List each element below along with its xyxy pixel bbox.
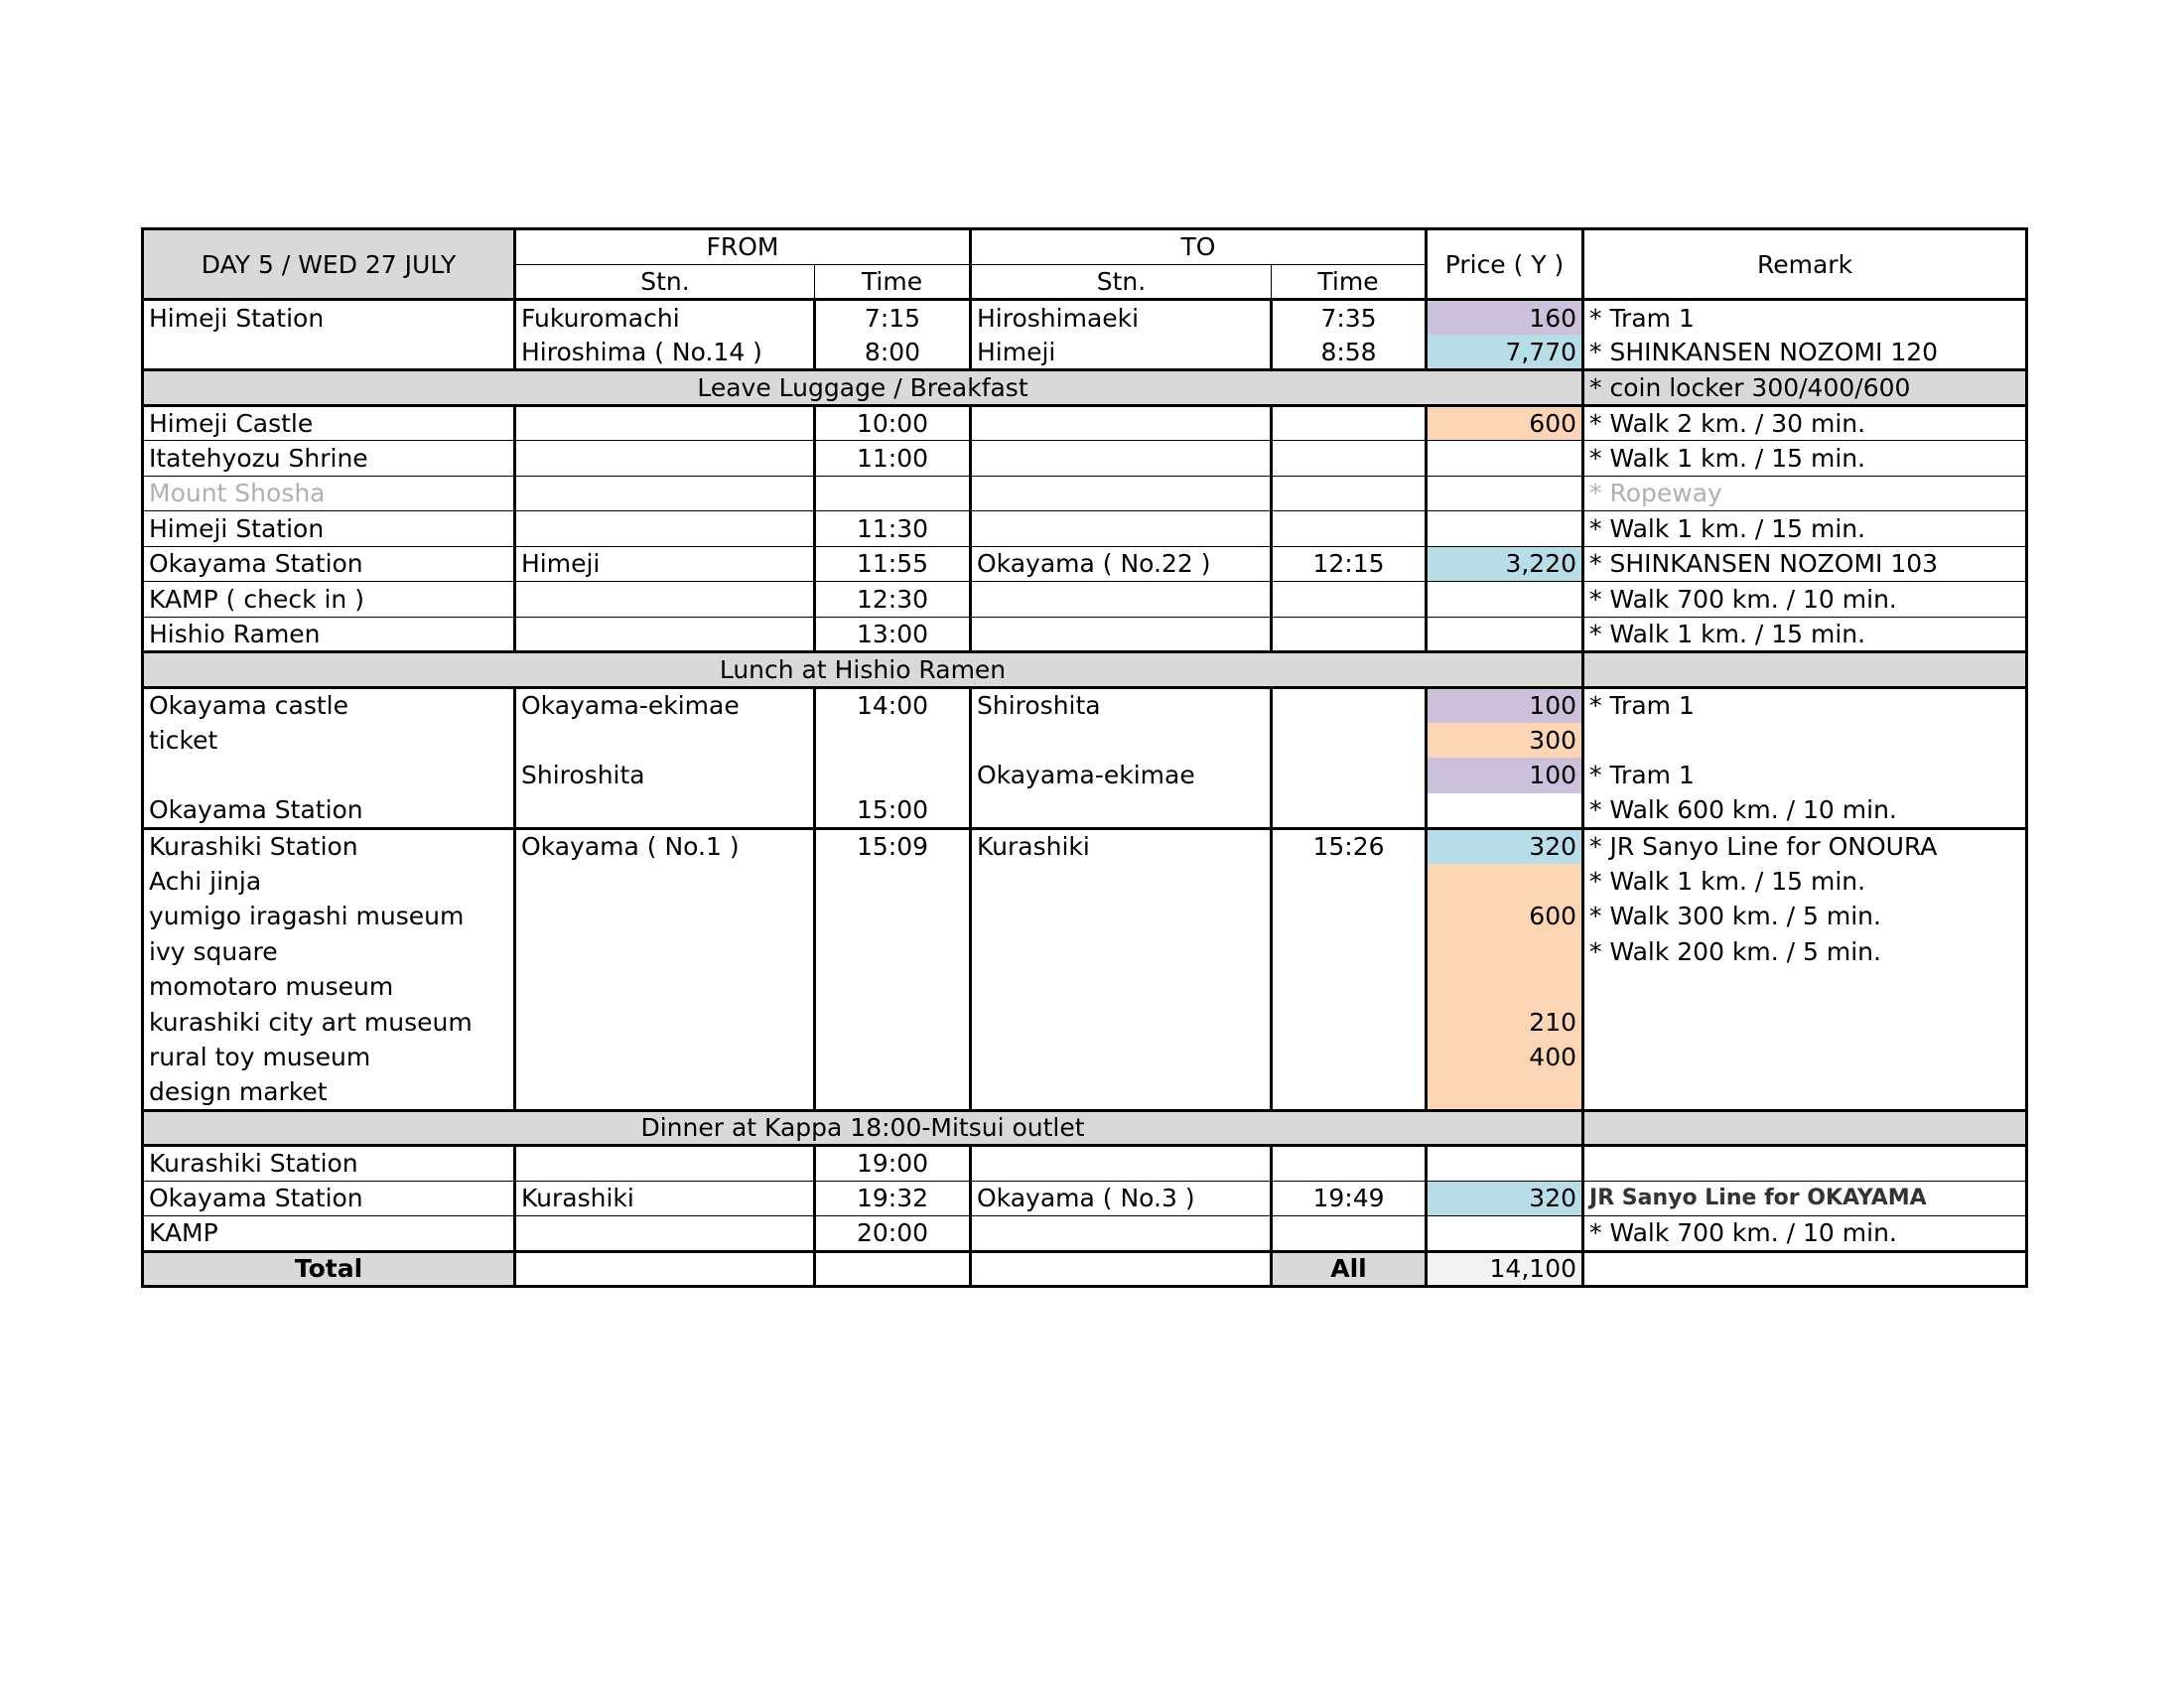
price-cell (1427, 511, 1583, 547)
remark-cell: * JR Sanyo Line for ONOURA (1583, 828, 2027, 864)
price-cell: 600 (1427, 899, 1583, 934)
from-time-cell: 11:55 (815, 546, 971, 582)
price-cell (1427, 476, 1583, 511)
from-time-cell: 15:00 (815, 793, 971, 829)
remark-cell: * SHINKANSEN NOZOMI 120 (1583, 335, 2027, 370)
price-cell (1427, 969, 1583, 1005)
from-time-cell (815, 476, 971, 511)
place-cell: Mount Shosha (143, 476, 515, 511)
from-stn-cell (515, 617, 815, 652)
from-time-cell (815, 1075, 971, 1111)
from-time-cell: 11:30 (815, 511, 971, 547)
to-stn-cell (971, 476, 1272, 511)
from-stn-cell (515, 441, 815, 477)
place-cell: momotaro museum (143, 969, 515, 1005)
to-stn-header: Stn. (971, 264, 1272, 300)
remark-cell: * Tram 1 (1583, 687, 2027, 723)
remark-cell (1583, 1075, 2027, 1111)
from-time-cell (815, 1005, 971, 1041)
price-cell: 7,770 (1427, 335, 1583, 370)
place-cell: ivy square (143, 934, 515, 970)
table-row (143, 1075, 2027, 1111)
remark-cell: * Tram 1 (1583, 300, 2027, 336)
from-time-cell: 7:15 (815, 300, 971, 336)
from-stn-cell: Fukuromachi (515, 300, 815, 336)
remark-cell (1583, 1110, 2027, 1146)
from-time-cell (815, 864, 971, 900)
remark-cell: * Walk 600 km. / 10 min. (1583, 793, 2027, 829)
place-cell: Kurashiki Station (143, 828, 515, 864)
to-stn-cell (971, 899, 1272, 934)
price-cell (1427, 864, 1583, 900)
remark-cell: * Ropeway (1583, 476, 2027, 511)
to-stn-cell (971, 1005, 1272, 1041)
place-cell: Achi jinja (143, 864, 515, 900)
table-row (143, 828, 2027, 864)
to-stn-cell (971, 1075, 1272, 1111)
to-stn-cell (971, 934, 1272, 970)
from-time-cell (815, 1040, 971, 1075)
table-row (143, 687, 2027, 723)
table-row (143, 793, 2027, 829)
price-cell (1427, 1216, 1583, 1252)
from-stn-cell (515, 899, 815, 934)
to-stn-cell: Shiroshita (971, 687, 1272, 723)
remark-cell: * Walk 700 km. / 10 min. (1583, 1216, 2027, 1252)
from-stn-cell (515, 405, 815, 441)
from-time-cell: 13:00 (815, 617, 971, 652)
header-row (143, 229, 2027, 265)
from-stn-cell: Hiroshima ( No.14 ) (515, 335, 815, 370)
table-row (143, 511, 2027, 547)
price-cell (1427, 1075, 1583, 1111)
price-cell: 210 (1427, 1005, 1583, 1041)
remark-cell (1583, 1251, 2027, 1287)
price-cell: 320 (1427, 1181, 1583, 1216)
to-time-cell (1272, 1005, 1427, 1041)
itinerary-table (141, 227, 2028, 1288)
from-time-cell: 10:00 (815, 405, 971, 441)
remark-cell: * Walk 200 km. / 5 min. (1583, 934, 2027, 970)
price-cell: 320 (1427, 828, 1583, 864)
to-time-cell (1272, 793, 1427, 829)
price-cell: 400 (1427, 1040, 1583, 1075)
price-cell: 3,220 (1427, 546, 1583, 582)
to-time-cell (1272, 758, 1427, 793)
place-cell: KAMP ( check in ) (143, 582, 515, 618)
price-cell (1427, 582, 1583, 618)
section-row (143, 370, 2027, 406)
from-time-cell: 19:00 (815, 1146, 971, 1182)
table-row (143, 546, 2027, 582)
to-time-cell (1272, 1146, 1427, 1182)
to-stn-cell (971, 864, 1272, 900)
to-time-cell (1272, 899, 1427, 934)
from-stn-cell (515, 1251, 815, 1287)
remark-header: Remark (1583, 229, 2027, 300)
to-stn-cell (971, 793, 1272, 829)
to-time-cell (1272, 511, 1427, 547)
from-time-cell (815, 969, 971, 1005)
from-stn-cell (515, 582, 815, 618)
table-row (143, 476, 2027, 511)
place-cell: design market (143, 1075, 515, 1111)
to-stn-cell: Hiroshimaeki (971, 300, 1272, 336)
from-stn-cell (515, 934, 815, 970)
to-stn-cell (971, 617, 1272, 652)
from-stn-cell: Okayama ( No.1 ) (515, 828, 815, 864)
to-stn-cell (971, 969, 1272, 1005)
from-time-header: Time (815, 264, 971, 300)
remark-cell: * Walk 1 km. / 15 min. (1583, 441, 2027, 477)
to-stn-cell (971, 723, 1272, 759)
remark-cell: * SHINKANSEN NOZOMI 103 (1583, 546, 2027, 582)
table-row (143, 758, 2027, 793)
section-label: Dinner at Kappa 18:00-Mitsui outlet (143, 1110, 1583, 1146)
to-stn-cell: Kurashiki (971, 828, 1272, 864)
table-row (143, 405, 2027, 441)
from-time-cell: 11:00 (815, 441, 971, 477)
from-stn-cell (515, 793, 815, 829)
from-time-cell: 15:09 (815, 828, 971, 864)
from-time-cell (815, 899, 971, 934)
to-time-cell (1272, 1040, 1427, 1075)
from-stn-cell (515, 969, 815, 1005)
to-time-cell (1272, 934, 1427, 970)
place-cell: ticket (143, 723, 515, 759)
price-cell (1427, 934, 1583, 970)
table-row (143, 969, 2027, 1005)
from-time-cell (815, 758, 971, 793)
table-row (143, 1146, 2027, 1182)
to-stn-cell: Okayama-ekimae (971, 758, 1272, 793)
place-cell: rural toy museum (143, 1040, 515, 1075)
total-amount: 14,100 (1427, 1251, 1583, 1287)
remark-cell (1583, 723, 2027, 759)
from-stn-cell: Okayama-ekimae (515, 687, 815, 723)
table-row (143, 300, 2027, 336)
table-row (143, 1216, 2027, 1252)
table-row (143, 1181, 2027, 1216)
from-stn-cell (515, 864, 815, 900)
to-time-cell (1272, 723, 1427, 759)
place-cell: Okayama Station (143, 1181, 515, 1216)
to-time-cell: 8:58 (1272, 335, 1427, 370)
total-label: Total (143, 1251, 515, 1287)
to-time-cell (1272, 405, 1427, 441)
from-stn-cell (515, 1075, 815, 1111)
remark-cell: * Walk 2 km. / 30 min. (1583, 405, 2027, 441)
price-cell: 160 (1427, 300, 1583, 336)
table-row (143, 441, 2027, 477)
price-cell (1427, 1146, 1583, 1182)
to-time-cell: 7:35 (1272, 300, 1427, 336)
price-cell: 300 (1427, 723, 1583, 759)
table-row (143, 582, 2027, 618)
to-stn-cell: Okayama ( No.3 ) (971, 1181, 1272, 1216)
to-stn-cell (971, 582, 1272, 618)
price-header: Price ( Y ) (1427, 229, 1583, 300)
place-cell (143, 335, 515, 370)
from-stn-cell (515, 1005, 815, 1041)
from-time-cell (815, 723, 971, 759)
to-time-cell (1272, 1075, 1427, 1111)
remark-cell: * Walk 1 km. / 15 min. (1583, 617, 2027, 652)
to-stn-cell (971, 1216, 1272, 1252)
to-stn-cell (971, 1146, 1272, 1182)
section-label: Leave Luggage / Breakfast (143, 370, 1583, 406)
to-time-cell (1272, 441, 1427, 477)
price-cell: 100 (1427, 687, 1583, 723)
to-stn-cell (971, 511, 1272, 547)
table-row (143, 1005, 2027, 1041)
place-cell (143, 758, 515, 793)
place-cell: Okayama Station (143, 793, 515, 829)
table-row (143, 617, 2027, 652)
from-time-cell: 19:32 (815, 1181, 971, 1216)
from-stn-cell: Kurashiki (515, 1181, 815, 1216)
remark-cell: * Tram 1 (1583, 758, 2027, 793)
place-cell: yumigo iragashi museum (143, 899, 515, 934)
table-row (143, 723, 2027, 759)
from-time-cell: 14:00 (815, 687, 971, 723)
from-stn-cell: Himeji (515, 546, 815, 582)
remark-cell: * coin locker 300/400/600 (1583, 370, 2027, 406)
remark-cell (1583, 969, 2027, 1005)
section-row (143, 652, 2027, 688)
place-cell: Hishio Ramen (143, 617, 515, 652)
remark-cell: * Walk 1 km. / 15 min. (1583, 511, 2027, 547)
to-stn-cell (971, 405, 1272, 441)
place-cell: Itatehyozu Shrine (143, 441, 515, 477)
to-time-cell (1272, 476, 1427, 511)
remark-cell: * Walk 700 km. / 10 min. (1583, 582, 2027, 618)
from-stn-cell (515, 723, 815, 759)
price-cell (1427, 617, 1583, 652)
to-time-cell (1272, 969, 1427, 1005)
total-all-label: All (1272, 1251, 1427, 1287)
total-row (143, 1251, 2027, 1287)
from-stn-cell (515, 1216, 815, 1252)
table-row (143, 864, 2027, 900)
day-title: DAY 5 / WED 27 JULY (143, 229, 515, 300)
place-cell: Kurashiki Station (143, 1146, 515, 1182)
remark-cell: * Walk 300 km. / 5 min. (1583, 899, 2027, 934)
to-stn-cell (971, 441, 1272, 477)
from-stn-cell (515, 511, 815, 547)
table-row (143, 1040, 2027, 1075)
table-row (143, 934, 2027, 970)
price-cell: 600 (1427, 405, 1583, 441)
to-time-header: Time (1272, 264, 1427, 300)
remark-cell (1583, 1005, 2027, 1041)
place-cell: Himeji Castle (143, 405, 515, 441)
to-header: TO (971, 229, 1427, 265)
price-cell: 100 (1427, 758, 1583, 793)
from-stn-cell (515, 1146, 815, 1182)
remark-cell (1583, 1146, 2027, 1182)
from-stn-header: Stn. (515, 264, 815, 300)
to-stn-cell (971, 1040, 1272, 1075)
from-time-cell: 20:00 (815, 1216, 971, 1252)
to-stn-cell: Himeji (971, 335, 1272, 370)
to-stn-cell: Okayama ( No.22 ) (971, 546, 1272, 582)
section-label: Lunch at Hishio Ramen (143, 652, 1583, 688)
remark-cell: JR Sanyo Line for OKAYAMA (1583, 1181, 2027, 1216)
place-cell: Okayama castle (143, 687, 515, 723)
place-cell: Himeji Station (143, 300, 515, 336)
section-row (143, 1110, 2027, 1146)
to-time-cell (1272, 1216, 1427, 1252)
to-time-cell: 12:15 (1272, 546, 1427, 582)
remark-cell: * Walk 1 km. / 15 min. (1583, 864, 2027, 900)
from-stn-cell: Shiroshita (515, 758, 815, 793)
place-cell: kurashiki city art museum (143, 1005, 515, 1041)
from-time-cell (815, 934, 971, 970)
place-cell: Okayama Station (143, 546, 515, 582)
from-time-cell: 12:30 (815, 582, 971, 618)
to-time-cell: 15:26 (1272, 828, 1427, 864)
price-cell (1427, 793, 1583, 829)
from-stn-cell (515, 1040, 815, 1075)
remark-cell (1583, 652, 2027, 688)
price-cell (1427, 441, 1583, 477)
from-header: FROM (515, 229, 971, 265)
to-time-cell (1272, 617, 1427, 652)
from-time-cell (815, 1251, 971, 1287)
from-stn-cell (515, 476, 815, 511)
from-time-cell: 8:00 (815, 335, 971, 370)
table-row (143, 335, 2027, 370)
to-time-cell (1272, 864, 1427, 900)
table-row (143, 899, 2027, 934)
place-cell: Himeji Station (143, 511, 515, 547)
remark-cell (1583, 1040, 2027, 1075)
to-time-cell (1272, 687, 1427, 723)
to-stn-cell (971, 1251, 1272, 1287)
place-cell: KAMP (143, 1216, 515, 1252)
to-time-cell: 19:49 (1272, 1181, 1427, 1216)
to-time-cell (1272, 582, 1427, 618)
